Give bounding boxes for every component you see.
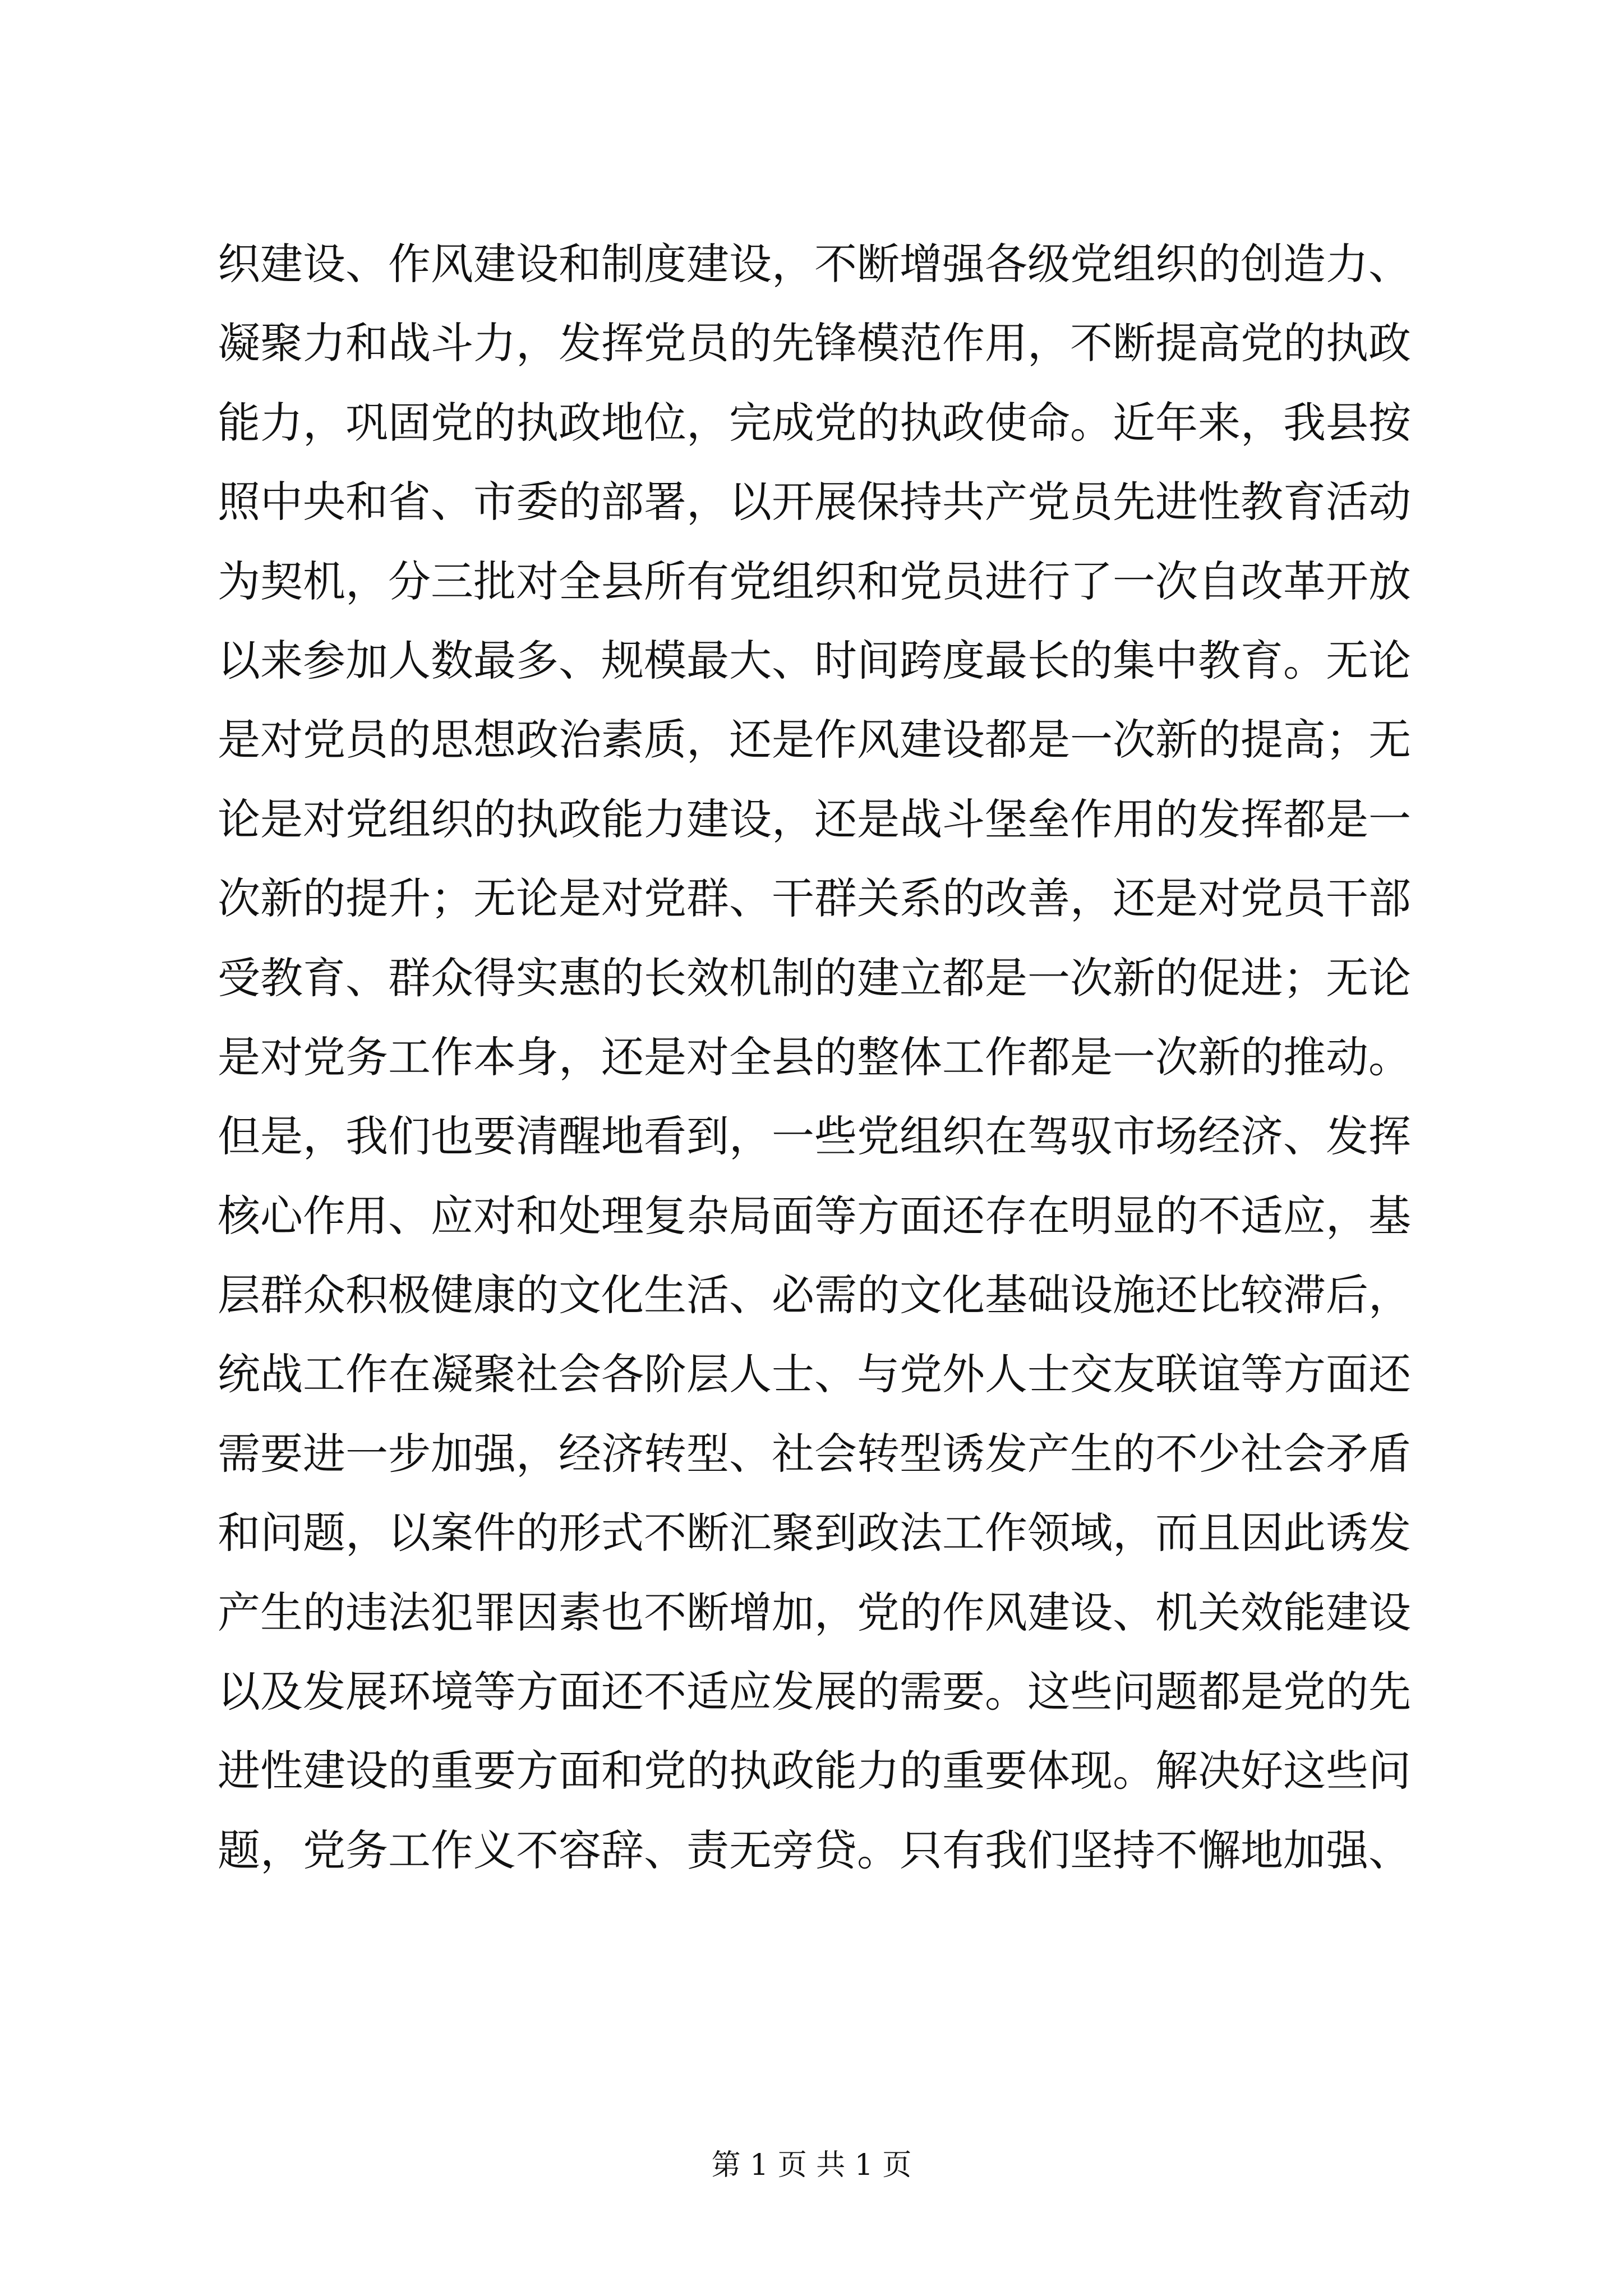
text-line: 统战工作在凝聚社会各阶层人士、与党外人士交友联谊等方面还 xyxy=(218,1349,1411,1400)
text-line: 层群众积极健康的文化生活、必需的文化基础设施还比较滞后， xyxy=(218,1270,1411,1320)
page-footer xyxy=(0,2143,1623,2188)
text-line: 以来参加人数最多、规模最大、时间跨度最长的集中教育。无论 xyxy=(218,635,1411,685)
text-line: 是对党务工作本身，还是对全县的整体工作都是一次新的推动。 xyxy=(218,1032,1411,1082)
text-line: 题，党务工作义不容辞、责无旁贷。只有我们坚持不懈地加强、 xyxy=(218,1825,1411,1875)
page-number: 第 1 页 共 1 页 xyxy=(711,2148,912,2182)
text-line: 核心作用、应对和处理复杂局面等方面还存在明显的不适应，基 xyxy=(218,1190,1411,1241)
text-line: 织建设、作风建设和制度建设，不断增强各级党组织的创造力、 xyxy=(218,239,1411,289)
text-line: 需要进一步加强，经济转型、社会转型诱发产生的不少社会矛盾 xyxy=(218,1428,1411,1479)
text-line: 进性建设的重要方面和党的执政能力的重要体现。解决好这些问 xyxy=(218,1746,1411,1796)
text-line: 产生的违法犯罪因素也不断增加，党的作风建设、机关效能建设 xyxy=(218,1587,1411,1637)
text-line: 论是对党组织的执政能力建设，还是战斗堡垒作用的发挥都是一 xyxy=(218,794,1411,844)
text-line: 次新的提升；无论是对党群、干群关系的改善，还是对党员干部 xyxy=(218,873,1411,924)
body-text xyxy=(218,224,1412,1890)
text-line: 为契机，分三批对全县所有党组织和党员进行了一次自改革开放 xyxy=(218,556,1411,606)
text-line: 以及发展环境等方面还不适应发展的需要。这些问题都是党的先 xyxy=(218,1667,1411,1717)
text-line: 和问题，以案件的形式不断汇聚到政法工作领域，而且因此诱发 xyxy=(218,1508,1411,1558)
text-line: 能力，巩固党的执政地位，完成党的执政使命。近年来，我县按 xyxy=(218,397,1411,448)
text-line: 照中央和省、市委的部署，以开展保持共产党员先进性教育活动 xyxy=(218,477,1411,527)
text-line: 受教育、群众得实惠的长效机制的建立都是一次新的促进；无论 xyxy=(218,953,1411,1003)
text-line: 但是，我们也要清醒地看到，一些党组织在驾驭市场经济、发挥 xyxy=(218,1111,1411,1162)
text-line: 是对党员的思想政治素质，还是作风建设都是一次新的提高；无 xyxy=(218,715,1411,765)
text-line: 凝聚力和战斗力，发挥党员的先锋模范作用，不断提高党的执政 xyxy=(218,318,1411,369)
